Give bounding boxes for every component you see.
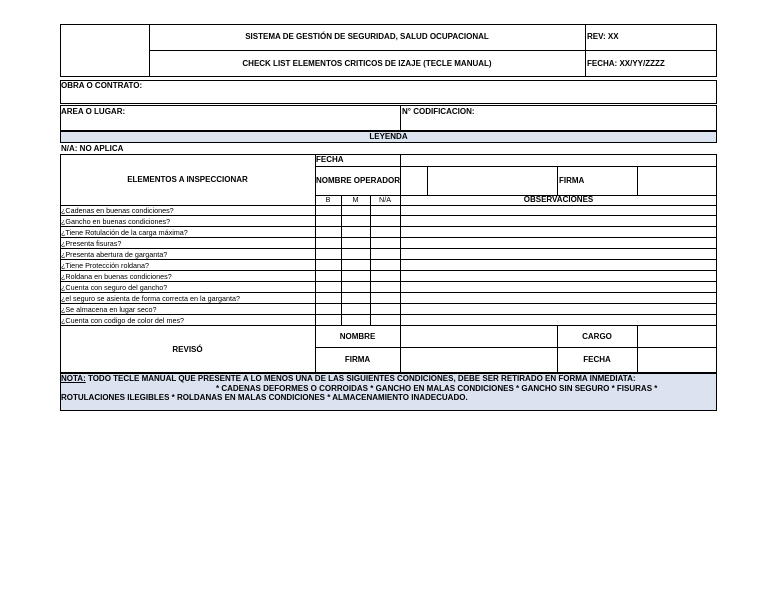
col-na: N/A: [379, 195, 391, 205]
nota-line-2: * CADENAS DEFORMES O CORROIDAS * GANCHO EN MALAS CONDICIONES * GANCHO SIN SEGURO * FISURAS *: [216, 384, 658, 393]
system-title: SISTEMA DE GESTIÓN DE SEGURIDAD, SALUD OCUPACIONAL: [245, 32, 489, 41]
nota-line-1: [61, 375, 636, 383]
area-field[interactable]: [60, 105, 717, 131]
area-label: AREA O LUGAR:: [61, 107, 126, 116]
codificacion-label: N° CODIFICACION:: [402, 107, 475, 116]
list-item: ¿Cuenta con codigo de color del mes?: [60, 315, 717, 326]
obra-label: OBRA O CONTRATO:: [61, 81, 143, 90]
review-firma-input[interactable]: [401, 348, 556, 372]
firma-input[interactable]: [638, 167, 716, 194]
review-nombre-input[interactable]: [401, 327, 556, 346]
list-item: ¿el seguro se asienta de forma correcta en la garganta?: [60, 293, 717, 304]
fecha-label: FECHA: [316, 155, 344, 164]
nota-text: TODO TECLE MANUAL QUE PRESENTE A LO MENOS UNA DE LAS SIGUIENTES CONDICIONES, DEBE SER RETIRADO EN FORMA INMEDIATA:: [85, 374, 636, 383]
nota-line-3: ROTULACIONES ILEGIBLES * ROLDANAS EN MALAS CONDICIONES * ALMACENAMIENTO INADECUADO.: [61, 393, 468, 402]
leyenda-title: LEYENDA: [60, 131, 717, 143]
list-item: ¿Se almacena en lugar seco?: [60, 304, 717, 315]
items-list: [60, 205, 717, 326]
operador-label: NOMBRE OPERADOR: [316, 175, 401, 185]
review-cargo-label: CARGO: [582, 331, 612, 341]
revision-label: REV: XX: [587, 32, 619, 41]
col-b: B: [325, 195, 331, 205]
list-item: ¿Roldana en buenas condiciones?: [60, 271, 717, 282]
fecha-input[interactable]: [401, 155, 716, 165]
col-m: M: [352, 195, 359, 205]
list-item: ¿Presenta fisuras?: [60, 238, 717, 249]
operador-input[interactable]: [428, 167, 556, 194]
list-item: ¿Presenta abertura de garganta?: [60, 249, 717, 260]
observaciones-header: OBSERVACIONES: [523, 195, 594, 204]
list-item: ¿Gancho en buenas condiciones?: [60, 216, 717, 227]
list-item: ¿Cuenta con seguro del gancho?: [60, 282, 717, 293]
list-item: ¿Tiene Rotulación de la carga máxima?: [60, 227, 717, 238]
review-firma-label: FIRMA: [344, 355, 371, 364]
reviso-label: REVISÓ: [172, 344, 203, 354]
review-fecha-label: FECHA: [583, 355, 611, 364]
date-label: FECHA: XX/YY/ZZZZ: [587, 58, 665, 68]
document-title: CHECK LIST ELEMENTOS CRITICOS DE IZAJE (TECLE MANUAL): [242, 58, 492, 68]
na-legend: N/A: NO APLICA: [61, 144, 124, 153]
list-item: ¿Cadenas en buenas condiciones?: [60, 205, 717, 216]
obra-field[interactable]: [60, 80, 717, 104]
nota-label: NOTA:: [61, 374, 86, 383]
review-cargo-input[interactable]: [638, 327, 716, 346]
review-fecha-input[interactable]: [638, 348, 716, 372]
firma-label: FIRMA: [559, 175, 585, 185]
list-item: ¿Tiene Protección roldana?: [60, 260, 717, 271]
review-nombre-label: NOMBRE: [339, 331, 376, 341]
elements-header: ELEMENTOS A INSPECCIONAR: [127, 174, 248, 184]
